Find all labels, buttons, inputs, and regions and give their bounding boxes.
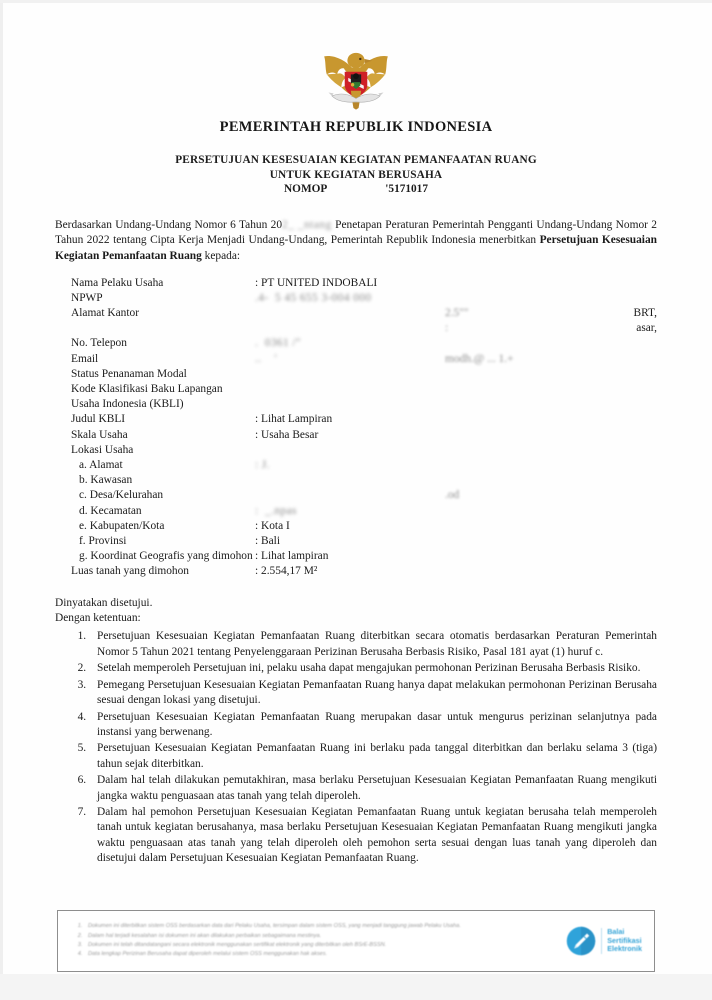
- field-label: d. Kecamatan: [79, 504, 142, 517]
- terms-list-item: 4. Persetujuan Kesesuaian Kegiatan Pemanfaatan Ruang merupakan dasar untuk mengurus perizinan selanjutnya pada instansi yang berwenang.: [89, 710, 657, 741]
- footer-note-item: 1. Dokumen ini diterbitkan sistem OSS berdasarkan data dari Pelaku Usaha, tersimpan dalam sistem OSS, yang menjadi tanggung jawab Pelaku Usaha.: [84, 922, 566, 931]
- field-value: [255, 367, 657, 382]
- bse-certification-badge: [566, 926, 646, 956]
- footer-disclaimer-box: [57, 910, 655, 972]
- field-value: .. ': [255, 352, 277, 365]
- field-label: a. Alamat: [79, 459, 123, 472]
- footer-notes-list: [64, 922, 566, 960]
- field-value: : Lihat Lampiran: [255, 413, 333, 426]
- field-value-trailing: BRT,: [633, 307, 657, 320]
- field-value-redacted: :: [445, 322, 449, 335]
- terms-list: [55, 629, 657, 866]
- field-row: [55, 549, 657, 564]
- field-value: : Usaha Besar: [255, 428, 319, 441]
- terms-list-item: 7. Dalam hal pemohon Persetujuan Kesesuaian Kegiatan Pemanfaatan Ruang untuk kegiatan berusaha telah memperoleh tanah untuk kegiatan berusahanya, masa berlaku Persetujuan Kesesuaian Kegiatan Pemanfaatan Ruang mengikuti jangka waktu penguasaan atas tanah yang telah diperoleh oleh pemohon serta sesuai dengan luas tanah yang diperoleh dan disetujui dalam Persetujuan Kesesuaian Kegiatan Pemanfaatan Ruang.: [89, 805, 657, 867]
- field-value: [255, 321, 657, 336]
- page-edge-bottom: [0, 974, 712, 1000]
- page-edge-top: [0, 0, 712, 3]
- footer-note-item: 2. Dalam hal terjadi kesalahan isi dokumen ini akan dilakukan perbaikan sebagaimana mestinya.: [84, 932, 566, 941]
- field-label: Judul KBLI: [71, 413, 126, 426]
- field-label: Email: [71, 352, 99, 365]
- applicant-field-list: [55, 276, 657, 580]
- field-value: : Kota I: [255, 519, 290, 532]
- field-row: [55, 291, 657, 306]
- field-row: [55, 519, 657, 534]
- field-value: [255, 397, 657, 412]
- field-row: [55, 412, 657, 427]
- field-value: : J.: [255, 459, 270, 472]
- field-label: c. Desa/Kelurahan: [79, 489, 164, 502]
- intro-bold-phrase: Persetujuan Kesesuaian Kegiatan Pemanfaatan Ruang: [55, 234, 657, 262]
- field-label: b. Kawasan: [79, 474, 133, 487]
- field-label: Skala Usaha: [71, 428, 128, 441]
- intro-part1: Berdasarkan Undang-Undang Nomor 6 Tahun 20: [55, 219, 283, 231]
- document-number-label: NOMOP: [284, 183, 328, 195]
- field-label: g. Koordinat Geografis yang dimohon: [79, 550, 253, 563]
- emblem-container: [55, 0, 657, 105]
- garuda-pancasila-emblem: [313, 33, 399, 121]
- terms-list-item: 3. Pemegang Persetujuan Kesesuaian Kegiatan Pemanfaatan Ruang hanya dapat melakukan permohonan Perizinan Berusaha sesuai dengan lokasi yang disetujui.: [89, 678, 657, 709]
- field-row: [55, 534, 657, 549]
- field-row: [55, 382, 657, 397]
- bse-logo-icon: [566, 926, 596, 956]
- document-title-line2: UNTUK KEGIATAN BERUSAHA: [269, 168, 443, 181]
- field-value: : _.npas: [255, 504, 297, 517]
- field-row: [55, 443, 657, 458]
- document-number-value: '5171017: [385, 183, 428, 195]
- field-label: Kode Klasifikasi Baku Lapangan: [71, 383, 223, 396]
- intro-part2: Penetapan Peraturan Pemerintah Pengganti Undang-Undang Nomor 2 Tahun 2022 tentang Cipta Kerja Menjadi Undang-Undang, Pemerintah Republik Indonesia menerbitkan: [55, 219, 657, 247]
- footer-note-item: 4. Data lengkap Perizinan Berusaha dapat diperoleh melalui sistem OSS menggunakan hak akses.: [84, 950, 566, 959]
- approval-statement-line1: Dinyatakan disetujui.: [55, 596, 153, 609]
- field-row: [55, 564, 657, 579]
- page-edge-left: [0, 0, 3, 1000]
- field-value-redacted: .od: [445, 489, 460, 502]
- field-value: : 2.554,17 M²: [255, 565, 318, 578]
- document-title: [55, 153, 657, 182]
- document-number-row: [55, 183, 657, 195]
- field-row: [55, 367, 657, 382]
- intro-paragraph: [55, 218, 657, 264]
- field-label: Lokasi Usaha: [71, 443, 134, 456]
- intro-part3: kepada:: [201, 249, 241, 262]
- field-row: [55, 321, 657, 336]
- field-row: [55, 473, 657, 488]
- field-value: [255, 443, 657, 458]
- terms-list-item: 1. Persetujuan Kesesuaian Kegiatan Pemanfaatan Ruang diterbitkan secara otomatis berdasarkan Peraturan Pemerintah Nomor 5 Tahun 2021 tentang Penyelenggaraan Perizinan Berusaha Berbasis Risiko, Pasal 181 ayat (1) huruf c.: [89, 629, 657, 660]
- field-label: Luas tanah yang dimohon: [71, 565, 189, 578]
- footer-note-item: 3. Dokumen ini telah ditandatangani secara elektronik menggunakan sertifikat elektronik yang diterbitkan oleh BSrE-BSSN.: [84, 941, 566, 950]
- approval-statement: [55, 596, 657, 627]
- field-row: [55, 458, 657, 473]
- field-row: [55, 428, 657, 443]
- field-label: Nama Pelaku Usaha: [71, 276, 164, 289]
- document-title-line1: PERSETUJUAN KESESUAIAN KEGIATAN PEMANFAATAN RUANG: [175, 154, 537, 166]
- field-row: [55, 336, 657, 351]
- field-label: [55, 321, 255, 336]
- bse-logo-text: [601, 928, 642, 954]
- bse-text-line1: Balai: [607, 927, 625, 937]
- field-label: Usaha Indonesia (KBLI): [71, 398, 184, 411]
- bse-text-line2: Sertifikasi: [607, 935, 642, 945]
- field-value: : Lihat lampiran: [255, 550, 329, 563]
- field-row: [55, 397, 657, 412]
- field-row: [55, 488, 657, 503]
- field-label: No. Telepon: [71, 337, 127, 350]
- field-value: : PT UNITED INDOBALI: [255, 276, 378, 289]
- field-value: : Bali: [255, 535, 280, 548]
- field-row: [55, 276, 657, 291]
- approval-statement-line2: Dengan ketentuan:: [55, 612, 141, 625]
- field-value-redacted: 2.5"": [445, 307, 469, 320]
- field-label: Alamat Kantor: [71, 307, 140, 320]
- field-row: [55, 352, 657, 367]
- field-row: [55, 504, 657, 519]
- field-value: .4- 5 45 655 3-004 000: [255, 291, 372, 304]
- terms-list-item: 2. Setelah memperoleh Persetujuan ini, pelaku usaha dapat mengajukan permohonan Perizinan Berusaha Berbasis Risiko.: [89, 661, 657, 676]
- country-heading: PEMERINTAH REPUBLIK INDONESIA: [219, 119, 493, 135]
- intro-redacted-fragment: 2_ _ntang: [282, 219, 332, 231]
- field-label: f. Provinsi: [79, 535, 127, 548]
- field-value: [255, 473, 657, 488]
- bse-text-line3: Elektronik: [607, 944, 642, 954]
- terms-list-item: 6. Dalam hal telah dilakukan pemutakhiran, masa berlaku Persetujuan Kesesuaian Kegiatan Pemanfaatan Ruang mengikuti jangka waktu penguasaan atas tanah yang telah diperoleh.: [89, 773, 657, 804]
- field-value-redacted: modh.@ ... 1.+: [445, 352, 514, 365]
- field-value-trailing: asar,: [636, 322, 657, 335]
- field-label: e. Kabupaten/Kota: [79, 519, 165, 532]
- field-label: Status Penanaman Modal: [71, 367, 187, 380]
- terms-list-item: 5. Persetujuan Kesesuaian Kegiatan Pemanfaatan Ruang ini berlaku pada tanggal diterbitkan dan berlaku selama 3 (tiga) tahun sejak diterbitkan.: [89, 741, 657, 772]
- field-value: . 0361 /": [255, 337, 301, 350]
- field-row: [55, 306, 657, 321]
- field-label: NPWP: [71, 291, 103, 304]
- field-value: [255, 382, 657, 397]
